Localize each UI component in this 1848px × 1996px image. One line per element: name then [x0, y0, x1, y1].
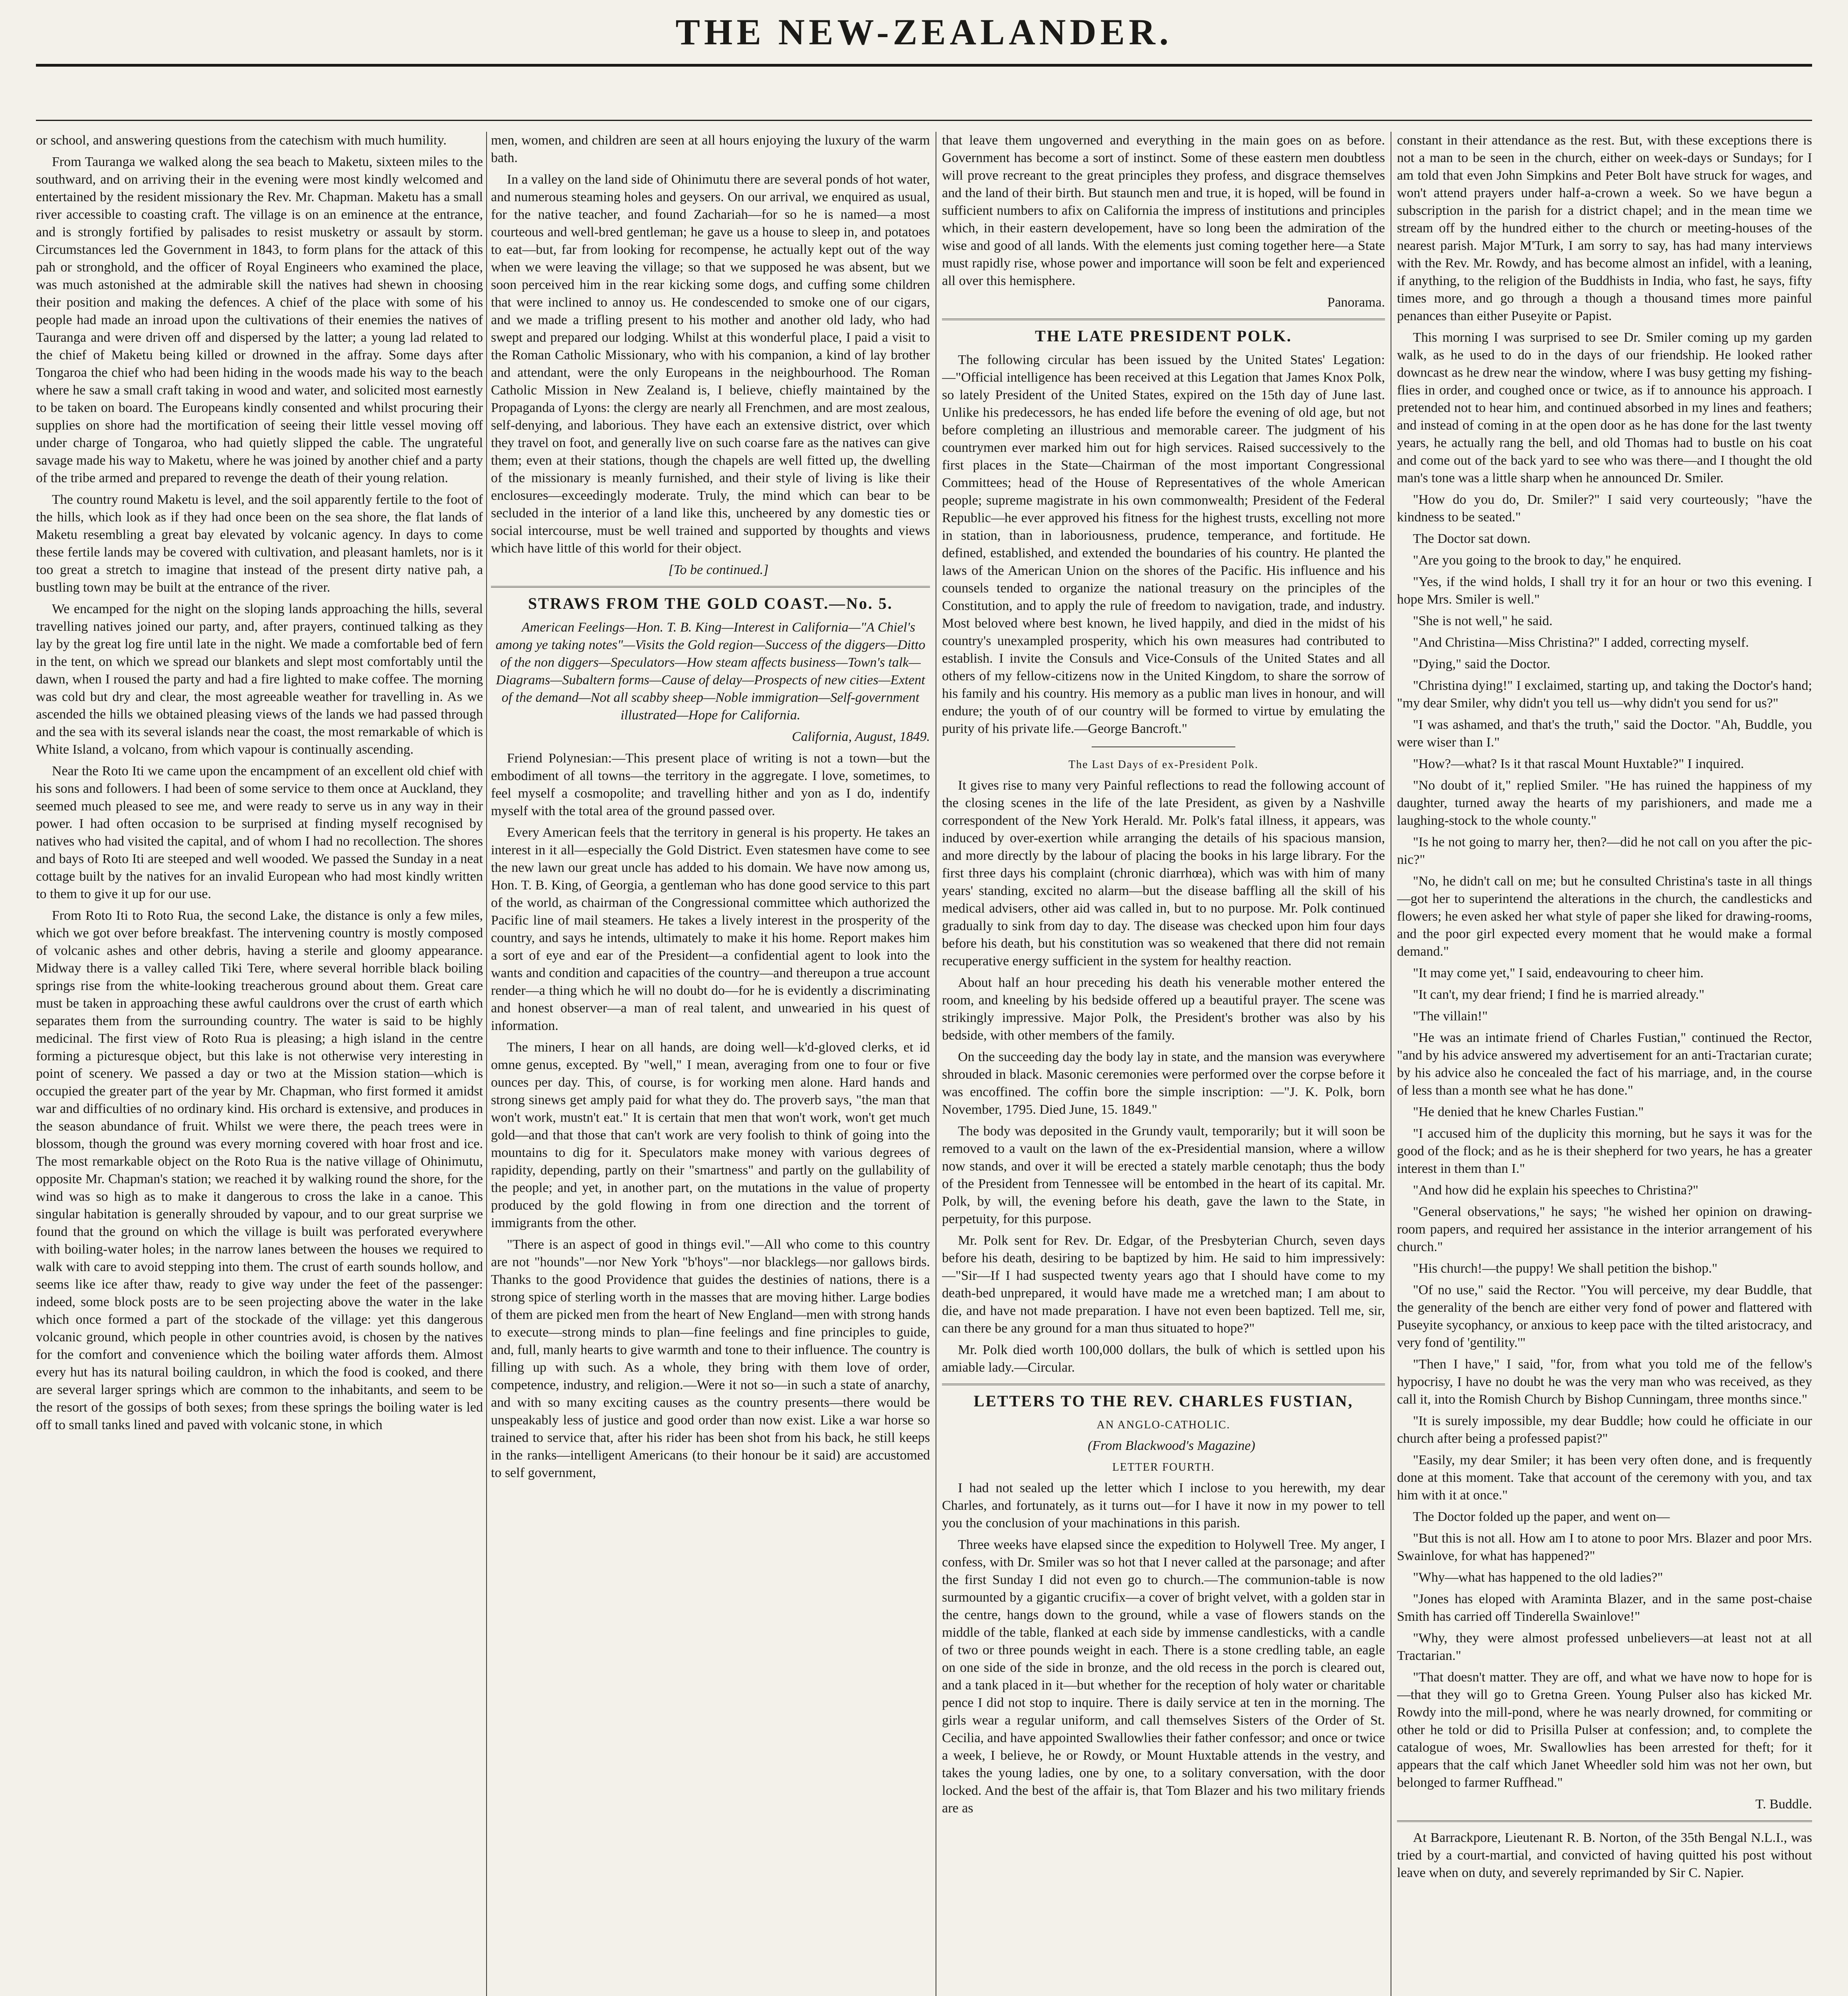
- paragraph: From Tauranga we walked along the sea beach to Maketu, sixteen miles to the southward, and on arriving their in the evening were most kindly welcomed and entertained by the resident missionary the Rev. Mr. Chapman. Maketu has a small river accessible to coasting craft. The village is on an eminence at the entrance, and is strongly fortified by palisades to resist musketry or assault by storm. Circumstances led the Government in 1843, to form plans for the attack of this pah or stronghold, and the officer of Royal Engineers who examined the place, was much astonished at the admirable skill the natives had shewn in choosing their position and making the defences. A chief of the place with some of his people had made an inroad upon the cultivations of their enemies the natives of Tauranga and were driven off and dispersed by the latter; a young lad related to the chief of Maketu being killed or drowned in the affray. Some days after Tongaroa the chief who had been hiding in the woods made his way to the beach where he saw a small craft taking in wood and water, and solicited most earnestly to be taken on board. The Europeans kindly consented and whilst procuring their supplies on shore had the mortification of seeing their little vessel moving off under charge of Tongaroa, who had quietly slipped the cable. The ungrateful savage made his way to Maketu, where he was joined by another chief and a party of the tribe armed and prepared to revenge the death of their young relation.: [36, 154, 483, 485]
- paragraph: "It may come yet," I said, endeavouring to cheer him.: [1413, 966, 1704, 980]
- paragraph: This morning I was surprised to see Dr. Smiler coming up my garden walk, as he used to do in the days of our friendship. He looked rather downcast as he drew near the window, where I was busy getting my fishing-flies in order, and coughed once or twice, as if to announce his approach. I pretended not to hear him, and continued absorbed in my lines and feathers; and instead of coming in at the open door as he has done for the last twenty years, he actually rang the bell, and old Thomas had to bustle on his coat and come out of the back yard to see who was there—and I thought the old man's tone was a little sharp when he announced Dr. Smiler.: [1397, 330, 1812, 485]
- article-headline: LETTERS TO THE REV. CHARLES FUSTIAN,: [973, 1392, 1353, 1410]
- paragraph: The Doctor sat down.: [1413, 531, 1531, 546]
- paragraph: "Christina dying!" I exclaimed, starting up, and taking the Doctor's hand; "my dear Smiler, why didn't you tell us—why didn't you send for us?": [1397, 678, 1812, 711]
- paragraph: "How?—what? Is it that rascal Mount Huxtable?" I inquired.: [1413, 756, 1744, 771]
- paragraph: men, women, and children are seen at all hours enjoying the luxury of the warm bath.: [491, 133, 930, 165]
- section-rule: [1397, 1820, 1812, 1822]
- paragraph: "He denied that he knew Charles Fustian.": [1413, 1105, 1644, 1119]
- paragraph: "Easily, my dear Smiler; it has been very often done, and is frequently done at this moment. Take that account of the ceremony with you, and tax him with it at once.": [1397, 1453, 1812, 1503]
- continued-note: [To be continued.]: [668, 562, 769, 577]
- paragraph: Three weeks have elapsed since the expedition to Holywell Tree. My anger, I confess, with Dr. Smiler was so hot that I never called at the parsonage; and after the first Sunday I did not even go to church.—The communion-table is now surmounted by a gigantic crucifix—a cover of bright velvet, with a golden star in the centre, hangs down to the ground, while a vase of flowers stands on the middle of the table, flanked at each side by immense candlesticks, with a candle of two or three pounds weight in each. There is a stone credling table, an eagle on one side of the side in bronze, and the old recess in the porch is cleared out, and a tank placed in it—but whether for the reception of holy water or charitable pence I did not stop to inquire. There is daily service at ten in the morning. The girls wear a regular uniform, and call themselves Sisters of the Order of St. Cecilia, and have appointed Swallowlies their father confessor; and once or twice a week, I believe, he or Rowdy, or Mount Huxtable attends in the vestry, and takes the young ladies, one by one, to a solitary conversation, with the door locked. And the best of the affair is, that Tom Blazer and his two military friends are as: [942, 1537, 1385, 1816]
- letter-heading: LETTER FOURTH.: [1112, 1461, 1215, 1473]
- paragraph: The country round Maketu is level, and the soil apparently fertile to the foot of the hills, which look as if they had once been on the sea shore, the flat lands of Maketu resembling a great bay elevated by volcanic agency. In days to come these fertile lands may be covered with cultivation, and pleasant hamlets, nor is it too great a stretch to imagine that instead of the present dirty native pah, a bustling town may be built at the entrance of the river.: [36, 492, 483, 595]
- paragraph: "Is he not going to marry her, then?—did he not call on you after the pic-nic?": [1397, 835, 1812, 867]
- paragraph: constant in their attendance as the rest. But, with these exceptions there is not a man to be seen in the church, either on week-days or Sundays; for I am told that even John Simpkins and Peter Bolt have struck for wages, and won't attend prayers under half-a-crown a week. So we have begun a subscription in the parish for a district chapel; and in the mean time we stream off by the hundred either to the church or meeting-houses of the nearest parish. Major M'Turk, I am sorry to say, has had many interviews with the Rev. Mr. Rowdy, and has become almost an infidel, with a leaning, if anything, to the religion of the Buddhists in India, who fast, he says, fifty times more, and go through a though a thousand times more painful penances than either Puseyite or Papist.: [1397, 133, 1812, 323]
- paragraph: We encamped for the night on the sloping lands approaching the hills, several travelling natives joined our party, and, after prayers, continued talking as they lay by the great log fire until late in the night. We made a comfortable bed of fern in the tent, on which we spread our blankets and slept most comfortably until the dawn, when I roused the party and had a fire lighted to make coffee. The morning was cold but dry and clear, the most agreeable weather for travelling in. As we ascended the hills we obtained pleasing views of the lands we had passed through and the sea with its several islands near the coast, the most remarkable of which is White Island, a volcano, from which vapour is continually ascending.: [36, 602, 483, 757]
- paragraph: "Dying," said the Doctor.: [1413, 657, 1551, 671]
- paragraph: "And how did he explain his speeches to Christina?": [1413, 1183, 1699, 1198]
- paragraph: "Then I have," I said, "for, from what you told me of the fellow's hypocrisy, I have no doubt he was the very man who was received, as they call it, into the Romish Church by Bishop Cunningam, three months since.": [1397, 1357, 1812, 1407]
- paragraph: "She is not well," he said.: [1413, 614, 1553, 628]
- paragraph: About half an hour preceding his death his venerable mother entered the room, and kneeling by his bedside offered up a beautiful prayer. The scene was strikingly impressive. Major Polk, the President's brother was also by his bedside, with other members of the family.: [942, 975, 1385, 1043]
- signature: T. Buddle.: [1755, 1797, 1812, 1812]
- paragraph: "No doubt of it," replied Smiler. "He has ruined the happiness of my daughter, turned away the hearts of my parishioners, and made me a laughing-stock to the whole county.": [1397, 778, 1812, 828]
- header-rule: [36, 120, 1812, 121]
- paragraph: Mr. Polk died worth 100,000 dollars, the bulk of which is settled upon his amiable lady.—Circular.: [942, 1343, 1385, 1375]
- signature: Panorama.: [1327, 295, 1385, 310]
- paragraph: "His church!—the puppy! We shall petition the bishop.": [1413, 1261, 1717, 1276]
- section-rule: [491, 586, 930, 588]
- section-rule: [942, 1384, 1385, 1385]
- paragraph: "But this is not all. How am I to atone to poor Mrs. Blazer and poor Mrs. Swainlove, for what has happened?": [1397, 1531, 1812, 1563]
- paragraph: "There is an aspect of good in things evil."—All who come to this country are not "hounds"—nor New York "b'hoys"—nor blacklegs—nor gallows birds. Thanks to the good Providence that guides the destinies of nations, there is a strong spice of sterling worth in the masses that are moving hither. Large bodies of them are picked men from the heart of New England—men with strong hands to execute—strong minds to plan—fine feelings and fine principles to guide, and, full, manly hearts to give warmth and tone to their influence. The country is filling up with such. As a whole, they bring with them love of order, competence, industry, and religion.—Were it not so—in such a state of anarchy, and with so many exciting causes as the country presents—there would be unspeakably less of justice and good order than now exist. Like a war horse so trained to service that, after his rider has been shot from his back, he still keeps in the ranks—intelligent Americans (to their honour be it said) are accustomed to self government,: [491, 1237, 930, 1480]
- paragraph: "The villain!": [1413, 1009, 1488, 1024]
- paragraph: "Why, they were almost professed unbelievers—at least not at all Tractarian.": [1397, 1631, 1812, 1663]
- paragraph: Friend Polynesian:—This present place of writing is not a town—but the embodiment of all towns—the territory in the aggregate. I love, sometimes, to feel myself a cosmopolite; and travelling hither and yon as I do, indentify myself with the total area of the ground passed over.: [491, 751, 930, 818]
- column-1: [36, 132, 483, 1996]
- article-summary: American Feelings—Hon. T. B. King—Interest in California—"A Chiel's among ye taking notes"—Visits the Gold region—Success of the diggers—Ditto of the non diggers—Speculators—How steam affects business—Town's talk—Diagrams—Subaltern forms—Cause of delay—Prospects of new cities—Extent of the demand—Not all scabby sheep—Noble immigration—Self-government illustrated—Hope for California.: [495, 620, 926, 723]
- paragraph: Every American feels that the territory in general is his property. He takes an interest in it all—especially the Gold District. Even statesmen have come to see the new lawn our great uncle has added to his domain. We have now among us, Hon. T. B. King, of Georgia, a gentleman who has done good service to this part of the world, as chairman of the Congressional committee which authorized the Pacific line of mail steamers. He takes a lively interest in the prosperity of the country, and says he intends, ultimately to make it his home. Report makes him a sort of eye and ear of the President—a confidential agent to look into the wants and condition and capacities of the country—and thereupon a true account render—a thing which he will no doubt do—for he is evidently a discriminating and honest observer—a man of real talent, and unwearied in his quest of information.: [491, 825, 930, 1033]
- paragraph: The following circular has been issued by the United States' Legation:—"Official intelligence has been received at this Legation that James Knox Polk, so lately President of the United States, expired on the 15th day of June last. Unlike his predecessors, he has ended life before the evening of old age, but not before completing an illustrious and memorable career. The judgment of his countrymen ever marked him out for high services. Raised successively to the first places in the State—Chairman of the most important Congressional Committees; head of the House of Representatives of the whole American people; supreme magistrate in his own commonwealth; President of the Federal Republic—he ever approved his fitness for the highest trusts, excelling not more in station, than in laboriousness, prudence, temperance, and fortitude. He defined, established, and extended the boundaries of his country. He planted the laws of the American Union on the shores of the Pacific. His influence and his counsels tended to organize the national treasury on the principles of the Constitution, and to apply the rule of freedom to navigation, trade, and industry. Most beloved where best known, he lived happily, and died in the midst of his country's unexampled prosperity, which his own measures had contributed to establish. I invite the Consuls and Vice-Consuls of the United States and all others of my fellow-citizens now in the United Kingdom, to share the sorrow of his family and his country. His memory as a public man lives in honour, and will endure; the youth of of our country will be formed to virtue by emulating the purity of his private life.—George Bancroft.": [942, 352, 1385, 736]
- subheading: The Last Days of ex-President Polk.: [1068, 758, 1258, 771]
- paragraph: "I was ashamed, and that's the truth," said the Doctor. "Ah, Buddle, you were wiser than I.": [1397, 717, 1812, 750]
- paragraph: "It can't, my dear friend; I find he is married already.": [1413, 987, 1705, 1002]
- paragraph: "Why—what has happened to the old ladies?": [1413, 1570, 1663, 1585]
- paragraph: "It is surely impossible, my dear Buddle; how could he officiate in our church after being a professed papist?": [1397, 1414, 1812, 1446]
- paragraph: The miners, I hear on all hands, are doing well—k'd-gloved clerks, et id omne genus, excepted. By "well," I mean, averaging from one to four or five ounces per day. This, of course, is for working men alone. Hard hands and strong sinews get amply paid for what they do. The proverb says, "the man that won't work, mustn't eat." It is certain that men that won't work, won't get much gold—and that those that can't work are very foolish to think of going into the mountains to dig for it. Speculators make money with various degrees of rapidity, depending, partly on their "smartness" and partly on the gullability of the people; and yet, in another part, on the mutations in the value of property produced by the gold flowing in from one direction and the torrent of immigrants from the other.: [491, 1040, 930, 1230]
- paragraph: "Are you going to the brook to day," he enquired.: [1413, 553, 1682, 568]
- article-headline: STRAWS FROM THE GOLD COAST.—No. 5.: [528, 594, 893, 612]
- paragraph: "That doesn't matter. They are off, and what we have now to hope for is—that they will go to Gretna Green. Young Pulser also has kicked Mr. Rowdy into the mill-pond, where he was nearly drowned, for commiting or other he told or did to Prisilla Pulser at confession; and, to complete the catalogue of woes, Mr. Swallowlies has been arrested for theft; for it appears that the calf which Janet Wheedler sold him was not her own, but belonged to farmer Ruffhead.": [1397, 1670, 1812, 1790]
- paragraph: "Yes, if the wind holds, I shall try it for an hour or two this evening. I hope Mrs. Smiler is well.": [1397, 574, 1812, 607]
- paragraph: "Jones has eloped with Araminta Blazer, and in the same post-chaise Smith has carried off Tinderella Swainlove!": [1397, 1592, 1812, 1624]
- column-separator: [486, 132, 487, 1996]
- column-4: [1397, 132, 1812, 1996]
- paragraph: Near the Roto Iti we came upon the encampment of an excellent old chief with his sons and followers. I had been of some service to them once at Auckland, they seemed much pleased to see me, and were ready to serve us in any way in their power. I had often occasion to be surprised at finding myself recognised by natives who had visited the capital, and of whom I had no recollection. The shores and bays of Roto Iti are steeped and well wooded. We passed the Sunday in a neat cottage built by the natives for an invalid European who had most kindly written to them to give it up for our use.: [36, 764, 483, 901]
- paragraph: "How do you do, Dr. Smiler?" I said very courteously; "have the kindness to be seated.": [1397, 492, 1812, 525]
- paragraph: "General observations," he says; "he wished her opinion on drawing-room papers, and required her assistance in the interior arrangement of his church.": [1397, 1204, 1812, 1254]
- paragraph: "And Christina—Miss Christina?" I added, correcting myself.: [1413, 635, 1749, 650]
- paragraph: or school, and answering questions from the catechism with much humility.: [36, 133, 447, 148]
- paragraph: "Of no use," said the Rector. "You will perceive, my dear Buddle, that the generality of the bench are either very fond of power and flattered with Puseyite sycophancy, or anxious to keep pace with the tilted aristocracy, and very fond of 'gentility.'": [1397, 1283, 1812, 1350]
- paragraph: that leave them ungoverned and everything in the main goes on as before. Government has become a sort of instinct. Some of these eastern men doubtless will prove recreant to the great principles they profess, and disgrace themselves and the land of their birth. But staunch men and true, it is hoped, will be found in sufficient numbers to afix on California the impress of institutions and principles which, in their eastern developement, have so long been the admiration of the wise and good of all lands. With the elements just coming together here—a State must rapidly rise, whose power and importance will soon be felt and experienced all over this hemisphere.: [942, 133, 1385, 288]
- paragraph: "No, he didn't call on me; but he consulted Christina's taste in all things—got her to superintend the alterations in the church, the candlesticks and flowers; he even asked her what style of paper she liked for drawing-rooms, and the poor girl expected every moment that he would make a formal demand.": [1397, 874, 1812, 959]
- paragraph: From Roto Iti to Roto Rua, the second Lake, the distance is only a few miles, which we got over before breakfast. The intervening country is mostly composed of volcanic ashes and other debris, having a sterile and gloomy appearance. Midway there is a valley called Tiki Tere, where several horrible black boiling springs rise from the white-looking treacherous ground about them. Great care must be taken in approaching these awful cauldrons over the crust of earth which separates them from the surrounding country. The water is said to be highly medicinal. The first view of Roto Rua is pleasing; a high island in the centre forming a picturesque object, but this lake is not otherwise very interesting in point of scenery. We passed a day or two at the Mission station—which is occupied the greater part of the year by Mr. Chapman, who first formed it amidst war and difficulties of no ordinary kind. His orchard is extensive, and produces in the season abundance of fruit. Whilst we were there, the peach trees were in blossom, though the ground was every morning covered with hoar frost and ice. The most remarkable object on the Roto Rua is the native village of Ohinimutu, opposite Mr. Chapman's station; we reached it by walking round the shore, for the wind was so high as to make it dangerous to cross the lake in a canoe. This singular habitation is generally shrouded by vapour, and to our great surprise we found that the ground on which the village is built was perforated everywhere with boiling-water holes; in the narrow lanes between the houses we required to walk with care to avoid stepping into them. The crust of earth sounds hollow, and seems like ice after thaw, ready to give way under the feet of the passenger: indeed, some block posts are to be seen projecting above the water in the lake which once formed a part of the stockade of the village: yet this dangerous volcanic ground, which people in other countries avoid, is chosen by the natives for the comfort and convenience which the boiling water affords them. Almost every hut has its natural boiling cauldron, in which the food is cooked, and there are several larger springs which are common to the inhabitants, and seem to be the resort of the gossips of both sexes; from these springs the boiling water is led off to small tanks lined and paved with volcanic stone, in which: [36, 908, 483, 1432]
- dateline: California, August, 1849.: [791, 729, 930, 744]
- paragraph: "He was an intimate friend of Charles Fustian," continued the Rector, "and by his advice answered my advertisement for an anti-Tractarian curate; by his advice also he concealed the fact of his marriage, and, in the course of less than a month see what he has done.": [1397, 1030, 1812, 1098]
- column-3: [942, 132, 1385, 1996]
- paragraph: The Doctor folded up the paper, and went on—: [1413, 1509, 1670, 1524]
- source-note: (From Blackwood's Magazine): [1088, 1438, 1255, 1453]
- paragraph: At Barrackpore, Lieutenant R. B. Norton, of the 35th Bengal N.L.I., was tried by a court-martial, and convicted of having quitted his post without leave when on duty, and severely reprimanded by Sir C. Napier.: [1397, 1830, 1812, 1880]
- subheading: AN ANGLO-CATHOLIC.: [1096, 1419, 1231, 1431]
- section-rule: [942, 319, 1385, 320]
- paragraph: It gives rise to many very Painful reflections to read the following account of the closing scenes in the life of the late President, as given by a Nashville correspondent of the New York Herald. Mr. Polk's fatal illness, it appears, was induced by over-exertion while arranging the details of his spacious mansion, and more directly by the labour of placing the books in his large library. For the first three days his complaint (chronic diarrhœa), which was with him of many years' standing, excited no alarm—but the disease baffling all the skill of his medical advisers, other aid was called in, but to no purpose. Mr. Polk continued gradually to sink from day to day. The disease was checked upon him four days before his death, but his constitution was so weakened that there did not remain recuperative energy sufficient in the system for healthy reaction.: [942, 778, 1385, 968]
- masthead-rule: [36, 64, 1812, 67]
- paragraph: On the succeeding day the body lay in state, and the mansion was everywhere shrouded in black. Masonic ceremonies were performed over the corpse before it was encoffined. The coffin bore the simple inscription: —"J. K. Polk, born November, 1795. Died June, 15. 1849.": [942, 1049, 1385, 1117]
- paragraph: In a valley on the land side of Ohinimutu there are several ponds of hot water, and numerous steaming holes and geysers. On our arrival, we enquired as usual, for the native teacher, and found Zachariah—for so he is named—a most courteous and well-bred gentleman; he gave us a house to sleep in, and potatoes to eat—but, far from looking for recompense, he actually kept out of the way when we were leaving the village; so that we supposed he was absent, but we soon perceived him in the rear kicking some dogs, and cuffing some children that were inclined to annoy us. He condescended to smoke one of our cigars, and we made a trifling present to his mother and another old lady, who had swept and prepared our lodging. Whilst at this wonderful place, I paid a visit to the Roman Catholic Missionary, who with his companion, a kind of lay brother and attendant, were the only Europeans in the neighbourhood. The Roman Catholic Mission in New Zealand is, I believe, chiefly maintained by the Propaganda of Lyons: the clergy are nearly all Frenchmen, and are most zealous, self-denying, and laborious. They have each an extensive district, over which they travel on foot, and generally live on such coarse fare as the natives can give them; even at their stations, though the chapels are well fitted up, the dwelling of the missionary is meanly furnished, and their style of living is like their enclosures—exceedingly moderate. Truly, the mind which can bear to be secluded in the interior of a land like this, uncheered by any domestic ties or social intercourse, must be well trained and supported by thoughts and views which have little of this world for their object.: [491, 172, 930, 556]
- paragraph: The body was deposited in the Grundy vault, temporarily; but it will soon be removed to a vault on the lawn of the ex-Presidential mansion, where a willow now stands, and over it will be erected a stately marble cenotaph; thus the body of the President from Tennessee will be entombed in the heart of its capital. Mr. Polk, by will, the evening before his death, gave the lawn to the State, in perpetuity, for this purpose.: [942, 1124, 1385, 1226]
- masthead-title: THE NEW-ZEALANDER.: [675, 12, 1173, 52]
- column-2: [491, 132, 930, 1996]
- paragraph: Mr. Polk sent for Rev. Dr. Edgar, of the Presbyterian Church, seven days before his death, desiring to be baptized by him. He said to him impressively:—"Sir—If I had suspected twenty years ago that I should have come to my death-bed unprepared, it would have made me a wretched man; I am about to die, and have not made preparation. I have not even been baptized. Tell me, sir, can there be any ground for a man thus situated to hope?": [942, 1233, 1385, 1336]
- article-headline: THE LATE PRESIDENT POLK.: [1035, 327, 1292, 345]
- paragraph: "I accused him of the duplicity this morning, but he says it was for the good of the flock; and as he is their shepherd for two years, he has a greater interest in them than I.": [1397, 1126, 1812, 1176]
- paragraph: I had not sealed up the letter which I inclose to you herewith, my dear Charles, and fortunately, as it turns out—for I have it now in my power to tell you the conclusion of your machinations in this parish.: [942, 1481, 1385, 1531]
